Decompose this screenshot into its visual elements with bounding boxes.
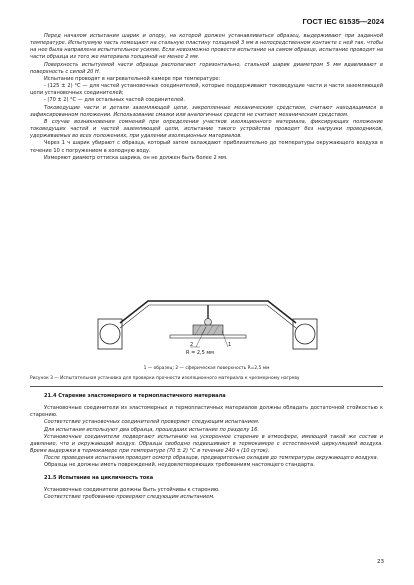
base-plate <box>170 335 246 338</box>
paragraph: Установочные соединители подвергают испытанию на ускоренное старение в атмосфере, имеющей такой же состав и давление, что и окружающий воздух. Образцы свободно подвешивают в термокамере с естественной циркуляцией воздуха. Время выдержки в термокамере при температуре (70 ± 2) °C в течение 240 ч (10 суток). <box>30 433 383 455</box>
paragraph: Через 1 ч шарик убирают с образца, который затем охлаждают приблизительно до температуры окружающего воздуха в течение 10 с погружением в холодную воду. <box>30 140 383 154</box>
list-item: - (125 ± 2) °C — для частей установочных соединителей, которые поддерживают токоведущие части и части заземляющей цепи установочных соединителей; <box>30 83 383 97</box>
section-block <box>30 393 383 501</box>
paragraph: После проведения испытания проводят осмотр образцов, предварительно охладив до температуры окружающего воздуха. <box>44 455 379 462</box>
paragraph: Испытание проводят в нагревательной камере при температуре: <box>44 75 221 82</box>
main-text-block <box>30 33 383 162</box>
paragraph: Токоведущие части и детали заземляющей цепи, закрепленные механическим средством, считают находящимися в зафиксированном положении. Использование смазки или аналогичных средств не считают механическим средством. <box>30 104 383 118</box>
section-divider <box>30 386 383 387</box>
figure-label-1: 1 <box>228 342 232 348</box>
paragraph: В случае возникновения сомнений при определении участков изоляционного материала, фиксирующих положение токоведущих частей и частей заземляющей цепи, испытание такого устройства проводят без нагрузки проводников, удерживаемых во всех положениях, при удалении изоляционных материалов. <box>30 118 383 140</box>
paragraph: Перед началом испытания шарик и опору, на которой должен устанавливаться образец, выдерживают при заданной температуре. Испытуемую часть помещают на стальную пластину толщиной 3 мм в непосредственном контакте с ней так, чтобы на нее была направлена испытательное усилие. Если невозможно провести испытание на самом образце, испытание проводят на части образца из того же материала толщиной не менее 2 мм. <box>30 33 383 61</box>
figure-legend: 1 — образец; 2 — сферическая поверхность R=2,5 мм <box>143 366 270 371</box>
figure-radius-label: R = 2,5 мм <box>186 350 214 356</box>
steel-ball <box>205 319 212 326</box>
right-weight-block <box>293 319 317 349</box>
figure-caption: Рисунок 3 — Испытательная установка для проверки прочности изоляционного материала к чрезмерному нагреву <box>30 376 300 381</box>
page-number: 23 <box>377 559 384 565</box>
section-heading: 21.5 Испытание на цикличность тока <box>44 474 154 481</box>
paragraph: Образцы не должны иметь повреждений, неудовлетворяющих требованиям настоящего стандарта. <box>44 462 315 469</box>
standard-code-header: ГОСТ IEC 61535—2024 <box>302 17 384 26</box>
paragraph: Установочные соединители из эластомерных и термопластичных материалов должны обладать достаточной стойкостью к старению. <box>30 405 383 419</box>
paragraph: Поверхность испытуемой части образца располагают горизонтально, стальной шарик диаметром 5 мм вдавливают в поверхность с силой 20 Н. <box>30 61 383 75</box>
paragraph: Соответствие требованию проверяют следующим испытанием. <box>44 493 215 500</box>
figure-label-2: 2 <box>190 342 194 348</box>
section-heading: 21.4 Старение эластомерного и термопластичного материала <box>44 393 226 399</box>
test-setup-figure <box>30 295 383 359</box>
list-item: - (70 ± 2) °C — для остальных частей соединителей. <box>44 97 186 104</box>
paragraph: Установочные соединители должны быть устойчивы к старению. <box>44 486 220 493</box>
left-weight-block <box>98 319 122 349</box>
paragraph: Для испытания используют два образца, прошедших испытание по разделу 16. <box>44 426 259 433</box>
paragraph: Измеряют диаметр оттиска шарика, он не должен быть более 2 мм. <box>44 154 228 161</box>
paragraph: Соответствие установочных соединителей проверяют следующим испытанием. <box>44 419 260 426</box>
